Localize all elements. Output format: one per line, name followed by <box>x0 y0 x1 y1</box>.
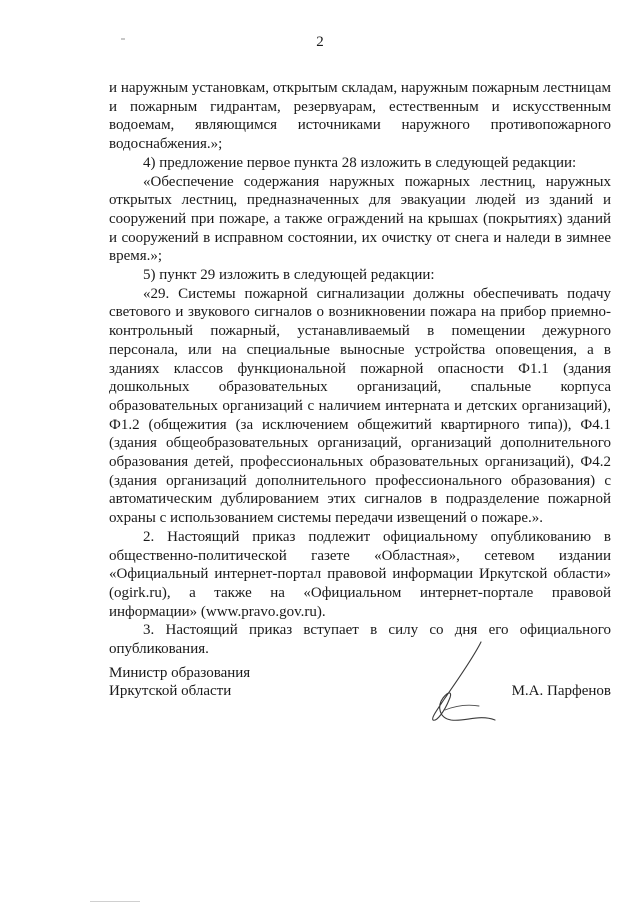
paragraph-publication: 2. Настоящий приказ подлежит официальному опубликованию в общественно-политической газете «Областная», сетевом издании «Официальный интернет-портал правовой информации Иркутской области» (ogirk.ru), а также на «Официальном интернет-портале правовой информации» (www.pravo.gov.ru). <box>109 528 611 620</box>
paragraph-item-5-text: «29. Системы пожарной сигнализации должны обеспечивать подачу светового и звукового сигналов о возникновении пожара на прибор приемно-контрольный пожарный, устанавливаемый в помещении дежурного персонала, или на специальные выносные устройства оповещения, а в зданиях классов функциональной пожарной опасности Ф1.1 (здания дошкольных образовательных организаций, спальные корпуса образовательных организаций с наличием интерната и детских организаций), Ф1.2 (общежития (за исключением общежитий квартирного типа)), Ф4.1 (здания общеобразовательных организаций, организаций дополнительного образования детей, профессиональных образовательных организаций), Ф4.2 (здания организаций дополнительного профессионального образования) с автоматическим дублированием этих сигналов в подразделение пожарной охраны с использованием системы передачи извещений о пожаре.». <box>109 285 611 527</box>
paragraph-item-4: 4) предложение первое пункта 28 изложить в следующей редакции: <box>143 154 577 171</box>
paragraph-continuation: и наружным установкам, открытым складам, наружным пожарным лестницам и пожарным гидрантам, резервуарам, естественным и искусственным водоемам, являющимся источниками наружного противопожарного водоснабжения.»; <box>109 80 611 153</box>
signatory-position <box>109 664 250 700</box>
signature-block <box>109 664 611 734</box>
page-number: 2 <box>316 34 324 50</box>
paragraph-effective-date: 3. Настоящий приказ вступает в силу со дня его официального опубликования. <box>109 622 611 658</box>
paragraph-item-5: 5) пункт 29 изложить в следующей редакции: <box>143 267 435 284</box>
signatory-position-line-1: Министр образования <box>109 665 251 681</box>
handwritten-signature <box>409 640 519 730</box>
document-body <box>109 79 611 659</box>
signatory-position-line-2: Иркутской области <box>109 683 232 699</box>
signatory-name: М.А. Парфенов <box>511 683 611 699</box>
scan-edge-line <box>90 901 140 902</box>
paragraph-item-4-text: «Обеспечение содержания наружных пожарных лестниц, наружных открытых лестниц, предназначенных для эвакуации людей из зданий и сооружений при пожаре, а также ограждений на крышах (покрытиях) зданий и сооружений в исправном состоянии, их очистку от снега и наледи в зимнее время.»; <box>109 173 611 265</box>
